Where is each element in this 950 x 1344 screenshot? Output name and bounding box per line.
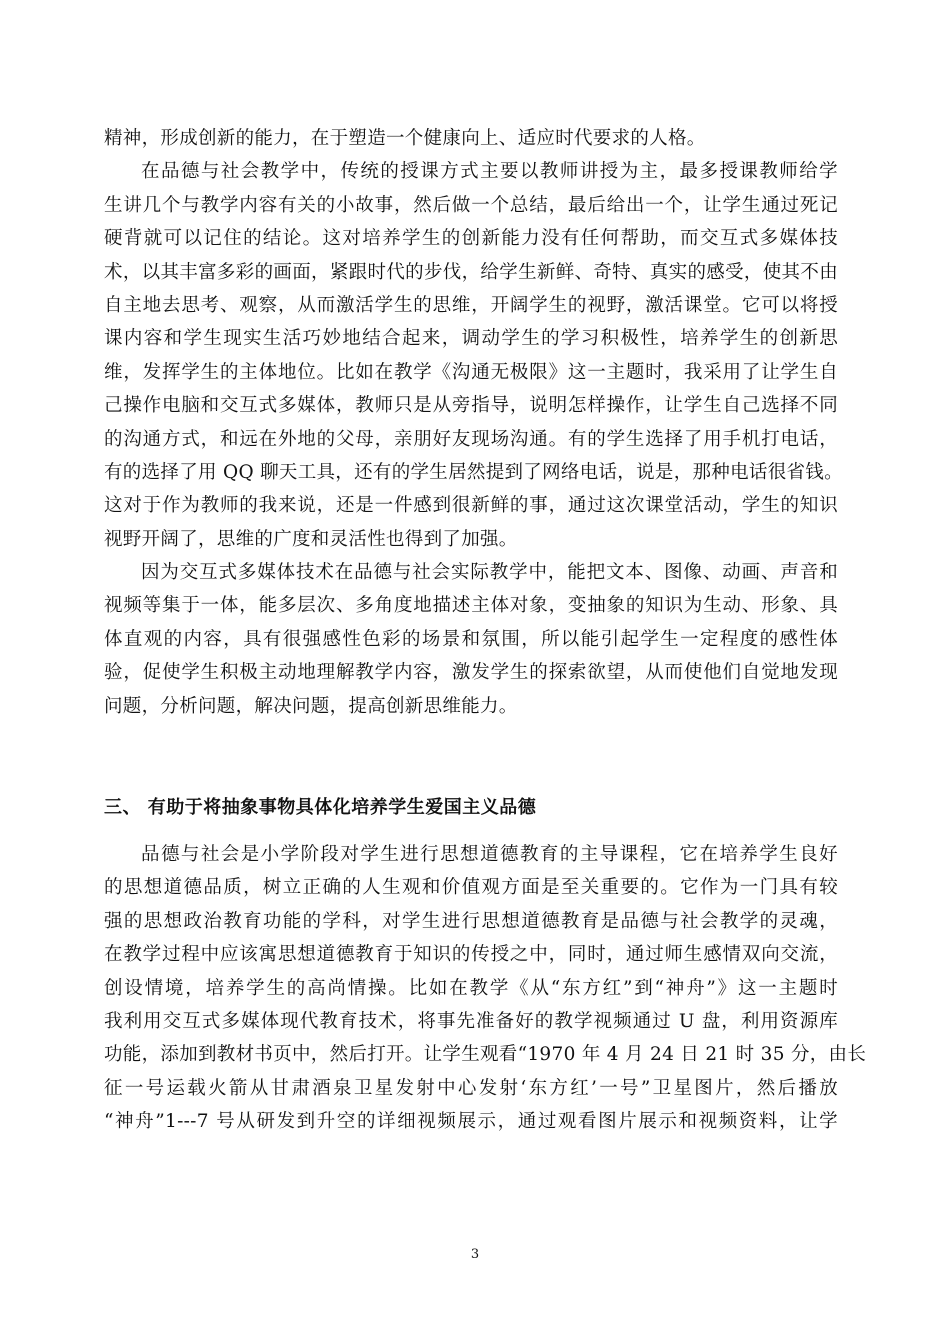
paragraph-line: 这对于作为教师的我来说，还是一件感到很新鲜的事，通过这次课堂活动，学生的知识 [104,495,838,517]
paragraph-line: 强的思想政治教育功能的学科，对学生进行思想道德教育是品德与社会教学的灵魂， [104,910,838,932]
body-text-before-heading [104,122,843,723]
paragraph-line: 我利用交互式多媒体现代教育技术，将事先准备好的教学视频通过 U 盘，利用资源库 [104,1010,838,1032]
paragraph-line: 视频等集于一体，能多层次、多角度地描述主体对象，变抽象的知识为生动、形象、具 [104,595,838,617]
paragraph-line: 课内容和学生现实生活巧妙地结合起来，调动学生的学习积极性，培养学生的创新思 [104,328,838,350]
paragraph-line: 硬背就可以记住的结论。这对培养学生的创新能力没有任何帮助，而交互式多媒体技 [104,228,838,250]
paragraph-line: 征一号运载火箭从甘肃酒泉卫星发射中心发射‘东方红’一号”卫星图片，然后播放 [104,1077,838,1099]
paragraph-line: 术，以其丰富多彩的画面，紧跟时代的步伐，给学生新鲜、奇特、真实的感受，使其不由 [104,261,838,283]
paragraph-line: 创设情境，培养学生的高尚情操。比如在教学《从“东方红”到“神舟”》这一主题时 [104,977,838,999]
paragraph-line: 品德与社会是小学阶段对学生进行思想道德教育的主导课程，它在培养学生良好 [141,844,838,865]
body-text-after-heading [104,838,867,1139]
paragraph-line: 自主地去思考、观察，从而激活学生的思维，开阔学生的视野，激活课堂。它可以将授 [104,294,838,316]
paragraph-line: 生讲几个与教学内容有关的小故事，然后做一个总结，最后给出一个，让学生通过死记 [104,194,838,216]
paragraph-line: 因为交互式多媒体技术在品德与社会实际教学中，能把文本、图像、动画、声音和 [141,562,838,584]
paragraph-line: 验，促使学生积极主动地理解教学内容，激发学生的探索欲望，从而使他们自觉地发现 [104,662,838,684]
paragraph-line: 的沟通方式，和远在外地的父母，亲朋好友现场沟通。有的学生选择了用手机打电话， [104,428,838,450]
section-heading: 三、 有助于将抽象事物具体化培养学生爱国主义品德 [104,797,537,818]
paragraph-line: 维，发挥学生的主体地位。比如在教学《沟通无极限》这一主题时，我采用了让学生自 [104,361,838,383]
paragraph-line: 体直观的内容，具有很强感性色彩的场景和氛围，所以能引起学生一定程度的感性体 [104,628,838,650]
paragraph-line: 在教学过程中应该寓思想道德教育于知识的传授之中，同时，通过师生感情双向交流， [104,944,838,966]
paragraph-line: 功能，添加到教材书页中，然后打开。让学生观看“1970 年 4 月 24 日 21 时 35 分，由长 [104,1044,867,1066]
paragraph-line: “神舟”1---7 号从研发到升空的详细视频展示，通过观看图片展示和视频资料，让学 [104,1111,838,1133]
paragraph-line: 的思想道德品质，树立正确的人生观和价值观方面是至关重要的。它作为一门具有较 [104,877,838,899]
paragraph-line: 问题，分析问题，解决问题，提高创新思维能力。 [104,695,518,717]
paragraph-line: 视野开阔了，思维的广度和灵活性也得到了加强。 [104,528,518,550]
paragraph-line: 有的选择了用 QQ 聊天工具，还有的学生居然提到了网络电话，说是，那种电话很省钱。 [104,461,843,483]
paragraph-line: 己操作电脑和交互式多媒体，教师只是从旁指导，说明怎样操作，让学生自己选择不同 [104,395,838,417]
page-number: 3 [470,1247,480,1262]
paragraph-line: 精神，形成创新的能力，在于塑造一个健康向上、适应时代要求的人格。 [104,128,706,149]
paragraph-line: 在品德与社会教学中，传统的授课方式主要以教师讲授为主，最多授课教师给学 [141,161,838,183]
